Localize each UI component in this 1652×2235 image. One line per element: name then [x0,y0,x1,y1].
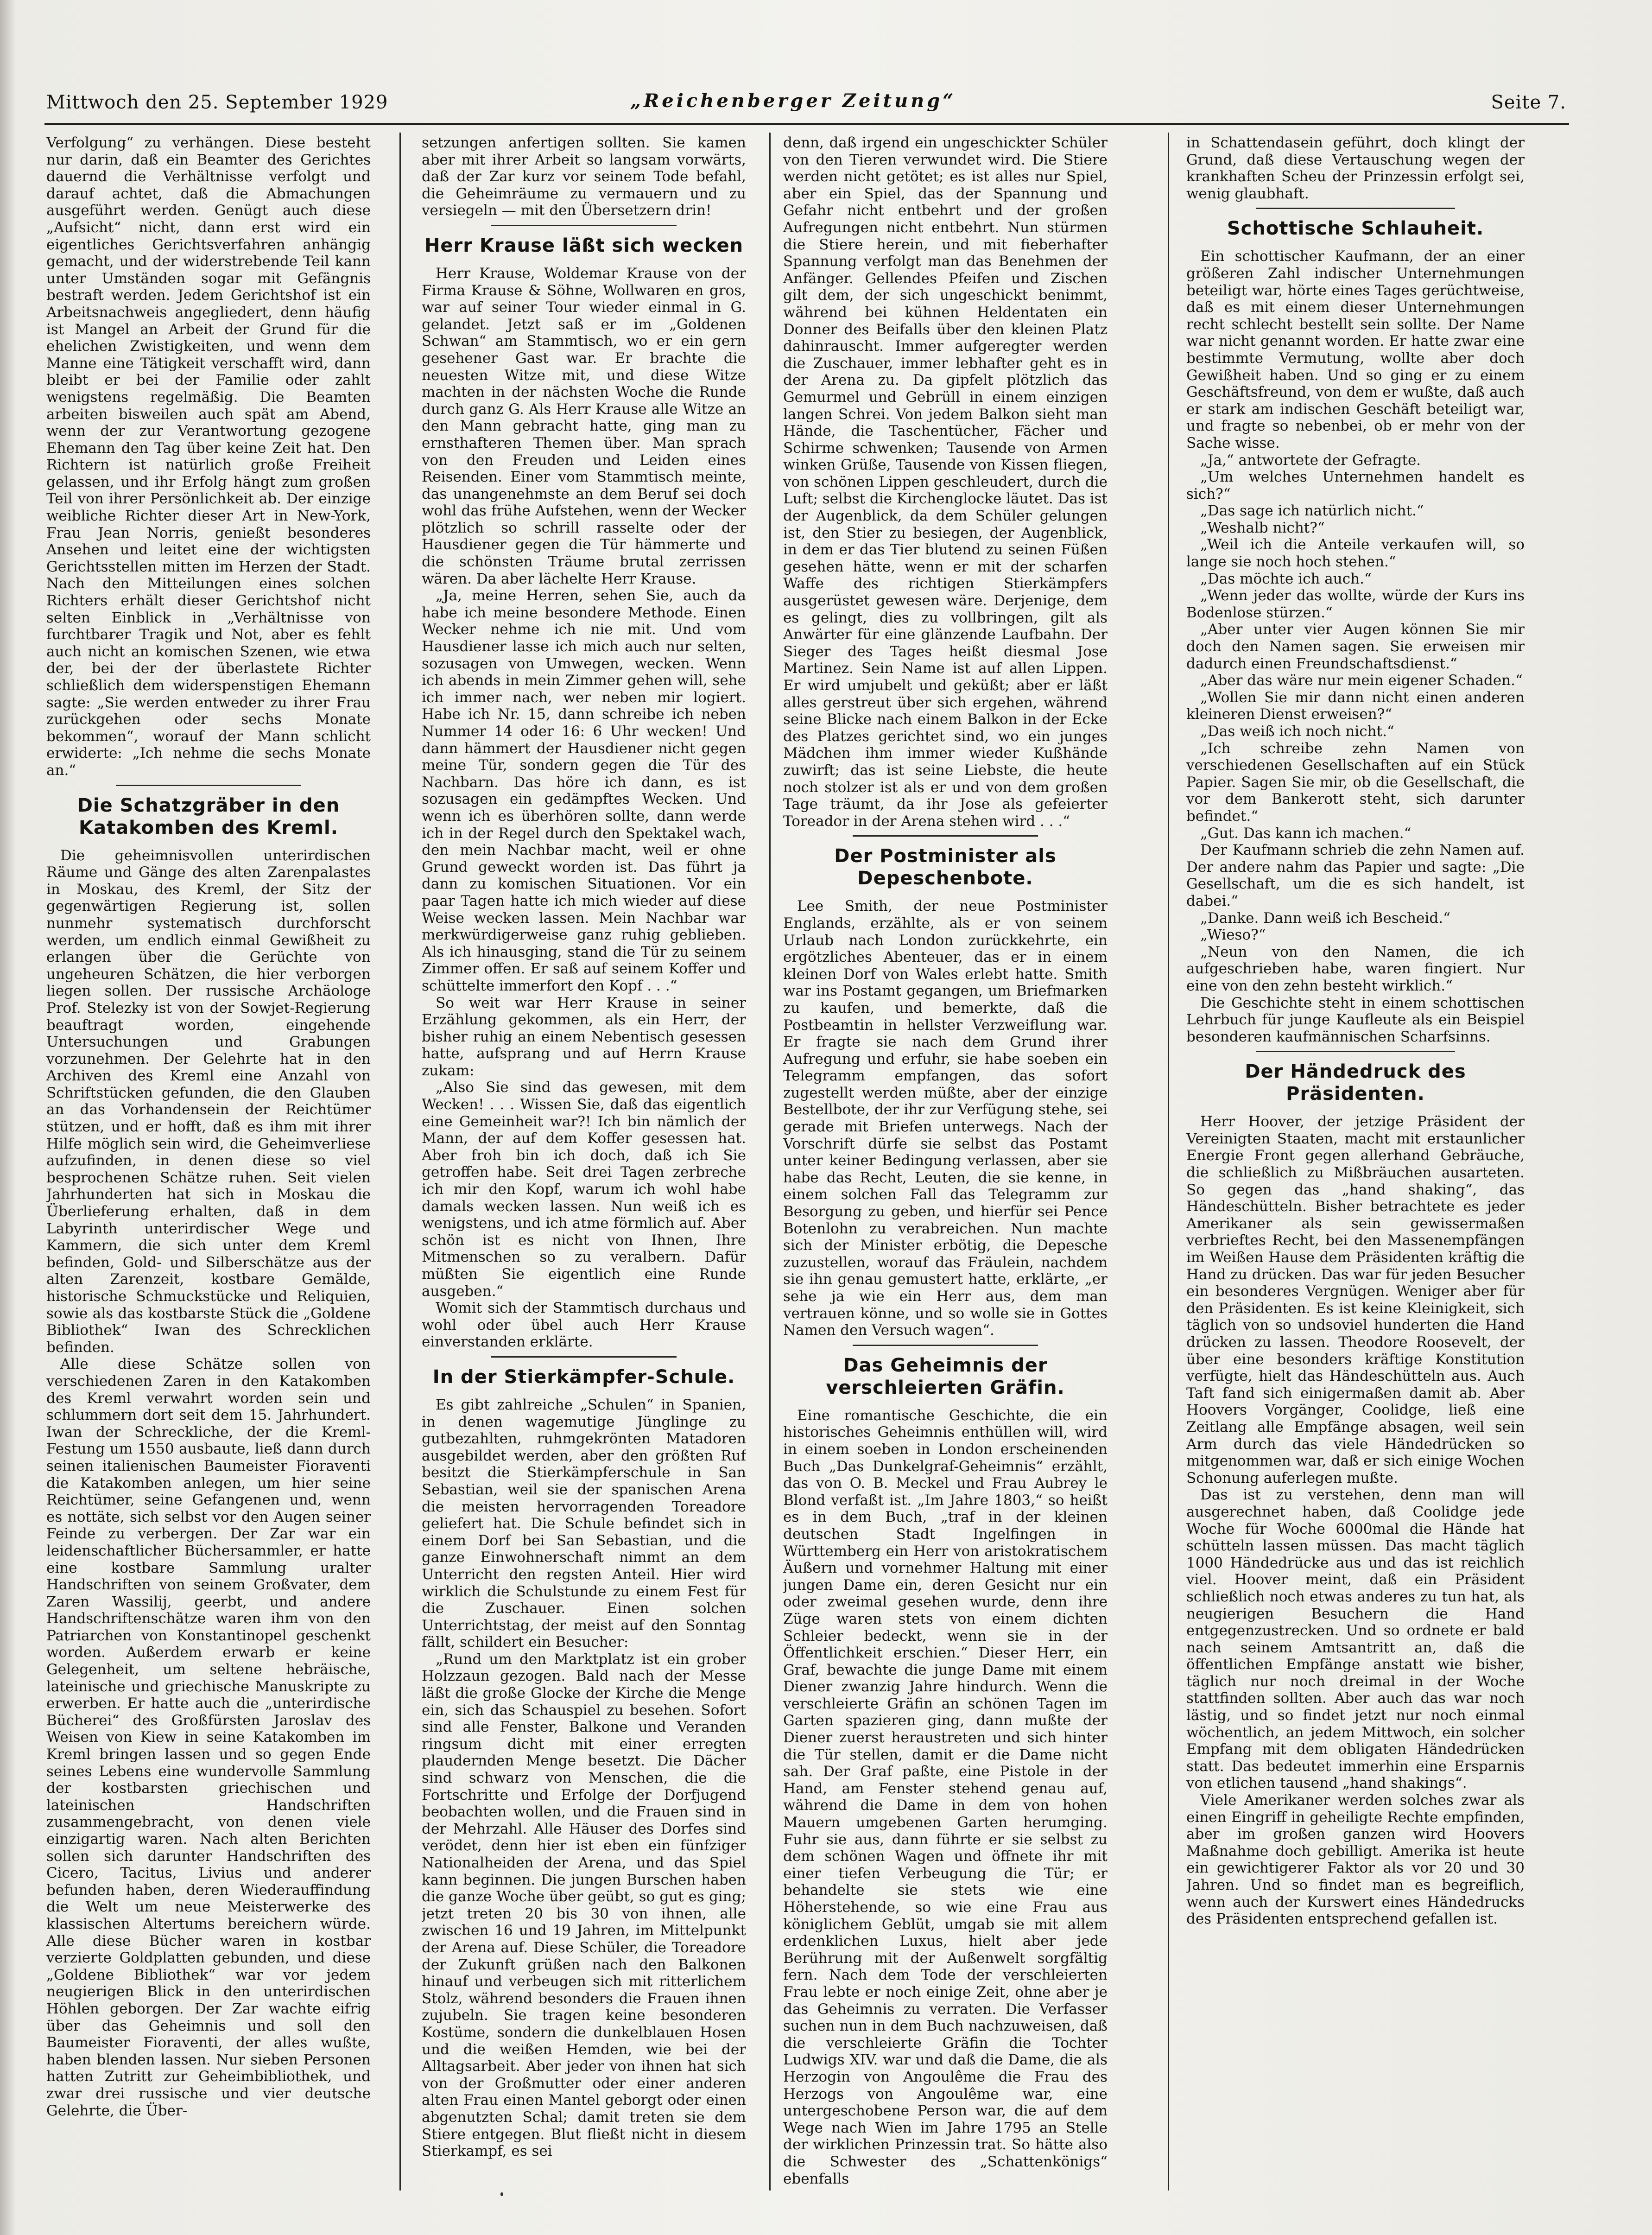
article-text: Die geheimnisvollen unterirdischen Räume und Gänge des alten Zarenpalastes in Moskau, des Kreml, der Sitz der gegenwärtigen Regierung ist, sollen nunmehr systematisch durchforscht werden, um endlich einmal Gewißheit zu erlangen über die Gerüchte von ungeheuren Schätzen, die hier verborgen liegen sollen. Der russische Archäologe Prof. Stelezky ist von der Sowjet-Regierung beauftragt worden, eingehende Untersuchungen und Grabungen vorzunehmen. Der Gelehrte hat in den Archiven des Kreml eine Anzahl von Schriftstücken gefunden, die den Glauben an das Vorhandensein der Reichtümer stützen, und er hofft, daß es ihm mit ihrer Hilfe möglich sein wird, die Geheimverliese aufzufinden, in denen diese so viel besprochenen Schätze ruhen. Seit vielen Jahrhunderten hat sich in Moskau die Überlieferung erhalten, daß in dem Labyrinth unterirdischer Wege und Kammern, die sich unter dem Kreml befinden, Gold- und Silberschätze aus der alten Zarenzeit, kostbare Gemälde, historische Schmuckstücke und Reliquien, sowie als das kostbarste Stück die „Goldene Bibliothek“ Iwan des Schrecklichen befinden. [46,847,371,1356]
article-headline-haendedruck: Der Händedruck des Präsidenten. [1245,1061,1466,1105]
dialogue-line: „Neun von den Namen, die ich aufgeschrieben habe, waren fingiert. Nur eine von den zehn besteht wirklich.“ [1186,943,1525,994]
article-divider [491,225,677,226]
dialogue-line: „Um welches Unternehmen handelt es sich?“ [1186,469,1525,502]
column-3 [783,134,1108,2188]
article-text: Das ist zu verstehen, denn man will ausgerechnet haben, daß Coolidge jede Woche für Woche 6000mal die Hände hat schütteln lassen müssen. Das macht täglich 1000 Händedrücke aus und das ist reichlich viel. Hoover meint, daß ein Präsident schließlich noch etwas anderes zu tun hat, als neugierigen Besuchern die Hand entgegenzustrecken. Und so ordnete er bald nach seinem Amtsantritt an, daß die öffentlichen Empfänge anstatt wie bisher, täglich nur noch dreimal in der Woche stattfinden sollten. Aber auch das war noch lästig, und so findet jetzt nur noch einmal wöchentlich, an jedem Mittwoch, ein solcher Empfang mit dem obligaten Händedrücken statt. Das bedeutet immerhin eine Ersparnis von etlichen tausend „hand shakings“. [1186,1486,1525,1792]
dialogue-line: „Aber das wäre nur mein eigener Schaden.“ [1200,672,1523,689]
issue-date: Mittwoch den 25. September 1929 [46,92,388,113]
article-text: in Schattendasein geführt, doch klingt der Grund, daß diese Vertauschung wegen der krankhaften Scheu der Prinzessin erfolgt sei, wenig glaubhaft. [1186,134,1525,202]
column-divider [769,133,771,2191]
scan-speck [500,2192,503,2196]
column-2 [422,134,746,2188]
article-text: Ein schottischer Kaufmann, der an einer größeren Zahl indischer Unternehmungen beteiligt war, hörte eines Tages gerüchtweise, daß es mit einem dieser Unternehmungen recht schlecht bestellt sein sollte. Der Name war nicht genannt worden. Er hatte zwar eine bestimmte Vermutung, wollte aber doch Gewißheit haben. Und so ging er zu einem Geschäftsfreund, von dem er wußte, daß auch er stark am indischen Geschäft beteiligt war, und fragte so nebenbei, ob er mehr von der Sache wisse. [1186,248,1525,451]
column-divider [399,133,401,2191]
article-text: Es gibt zahlreiche „Schulen“ in Spanien, in denen wagemutige Jünglinge zu gutbezahlten, ruhmgekrönten Matadoren ausgebildet werden, aber den größten Ruf besitzt die Stierkämpferschule in San Sebastian, weil sie der spanischen Arena die meisten hervorragenden Toreadore geliefert hat. Die Schule befindet sich in einem Dorf bei San Sebastian, und die ganze Einwohnerschaft nimmt an dem Unterricht den regsten Anteil. Hier wird wirklich die Schulstunde zu einem Fest für die Zuschauer. Einen solchen Unterrichtstag, der meist auf den Sonntag fällt, schildert ein Besucher: [422,1396,746,1651]
article-headline-postminister: Der Postminister als Depeschenbote. [834,845,1057,889]
page-number: Seite 7. [1491,92,1566,113]
article-divider [116,785,301,786]
article-text: Verfolgung“ zu verhängen. Diese besteht nur darin, daß ein Beamter des Gerichtes dauernd die Verhältnisse verfolgt und darauf achtet, daß die Abmachungen ausgeführt werden. Genügt auch diese „Aufsicht“ nicht, dann erst wird ein eigentliches Gerichtsverfahren anhängig gemacht, und der widerstrebende Teil kann unter Umständen sogar mit Gefängnis bestraft werden. Jedem Gerichtshof ist ein Arbeitsnachweis angegliedert, denn häufig ist Mangel an Arbeit der Grund für die ehelichen Zwistigkeiten, und wenn dem Manne eine Tätigkeit verschafft wird, dann bleibt er bei der Familie oder zahlt wenigstens regelmäßig. Die Beamten arbeiten bisweilen auch spät am Abend, wenn der zur Verantwortung gezogene Ehemann den Tag über keine Zeit hat. Den Richtern ist natürlich große Freiheit gelassen, und ihr Erfolg hängt zum großen Teil von ihrer Persönlichkeit ab. Der einzige weibliche Richter dieser Art in New-York, Frau Jean Norris, genießt besonderes Ansehen und leitet eine der wichtigsten Gerichtsstellen mitten im Herzen der Stadt. Nach den Mitteilungen eines solchen Richters erhält dieser Gerichtshof nicht selten Einblick in „Verhältnisse von furchtbarer Tragik und Not, aber es fehlt auch nicht an komischen Szenen, wie etwa der, bei der der überlastete Richter schließlich dem widerspenstigen Ehemann sagte: „Sie werden entweder zu ihrer Frau zurückgehen oder sechs Monate bekommen“, worauf der Mann schlicht erwiderte: „Ich nehme die sechs Monate an.“ [46,134,371,779]
article-divider [853,835,1038,837]
article-text: Viele Amerikaner werden solches zwar als einen Eingriff in geheiligte Rechte empfinden, aber im großen ganzen wird Hoovers Maßnahme doch gebilligt. Amerika ist heute ein gewichtigerer Faktor als vor 20 und 30 Jahren. Und so findet man es begreiflich, wenn auch der Kurswert eines Händedrucks des Präsidenten entsprechend gefallen ist. [1186,1792,1525,1928]
article-divider [1256,208,1455,209]
dialogue-line: „Wenn jeder das wollte, würde der Kurs ins Bodenlose stürzen.“ [1186,587,1525,621]
dialogue-line: „Das sage ich natürlich nicht.“ [1200,502,1424,520]
dialogue-line: „Danke. Dann weiß ich Bescheid.“ [1200,909,1450,927]
article-headline-stierkaempfer: In der Stierkämpfer-Schule. [432,1366,735,1388]
dialogue-line: „Weil ich die Anteile verkaufen will, so lange sie noch hoch stehen.“ [1186,536,1525,571]
article-text: Womit sich der Stammtisch durchaus und wohl oder übel auch Herr Krause einverstanden erklärte. [422,1300,746,1351]
dialogue-line: „Ich schreibe zehn Namen von verschiedenen Gesellschaften auf ein Stück Papier. Sagen Sie mir, ob die Gesellschaft, die vor dem Bankerott steht, sich darunter befindet.“ [1186,740,1525,825]
article-headline-graefin: Das Geheimnis der verschleierten Gräfin. [826,1354,1065,1398]
dialogue-line: „Aber unter vier Augen können Sie mir doch den Namen sagen. Sie erweisen mir dadurch einen Freundschaftsdienst.“ [1186,621,1525,672]
masthead: „Reichenberger Zeitung“ [630,90,956,112]
article-text: setzungen anfertigen sollten. Sie kamen aber mit ihrer Arbeit so langsam vorwärts, daß der Zar kurz vor seinem Tode befahl, die Geheimräume zu vermauern und zu versiegeln — mit den Übersetzern drin! [422,134,746,219]
article-text: So weit war Herr Krause in seiner Erzählung gekommen, als ein Herr, der bisher ruhig an einem Nebentisch gesessen hatte, aufsprang und auf Herrn Krause zukam: [422,994,746,1079]
article-text: Eine romantische Geschichte, die ein historisches Geheimnis enthüllen will, wird in einem soeben in London erscheinenden Buch „Das Dunkelgraf-Geheimnis“ erzählt, das von O. B. Meckel und Frau Aubrey le Blond verfaßt ist. „Im Jahre 1803,“ so heißt es in dem Buch, „traf in der kleinen deutschen Stadt Ingelfingen in Württemberg ein Herr von aristokratischem Äußern und vornehmer Haltung mit einer jungen Dame ein, deren Gesicht nur ein oder zweimal gesehen wurde, denn ihre Züge waren stets von einem dichten Schleier bedeckt, wenn sie in der Öffentlichkeit erschien.“ Dieser Herr, ein Graf, bewachte die junge Dame mit einem Diener zwanzig Jahre hindurch. Wenn die verschleierte Gräfin an schönen Tagen im Garten spazieren ging, dann mußte der Diener zuerst heraustreten und sich hinter die Tür stellen, damit er die Dame nicht sah. Der Graf paßte, eine Pistole in der Hand, am Fenster stehend genau auf, während die Dame in dem von hohen Mauern umgebenen Garten herumging. Fuhr sie aus, dann führte er sie selbst zu dem schönen Wagen und öffnete ihr mit einer tiefen Verbeugung die Tür; er behandelte sie stets wie eine Höherstehende, so wie eine Frau aus königlichem Geblüt, umgab sie mit allem erdenklichen Luxus, hielt aber jede Berührung mit der Außenwelt sorgfältig fern. Nach dem Tode der verschleierten Frau lebte er noch einige Zeit, ohne aber je das Geheimnis zu verraten. Die Verfasser suchen nun in dem Buch nachzuweisen, daß die verschleierte Gräfin die Tochter Ludwigs XIV. war und daß die Dame, die als Herzogin von Angoulême die Frau des Herzogs von Angoulême war, eine untergeschobene Person war, die auf dem Wege nach Wien im Jahre 1795 an Stelle der wirklichen Prinzessin trat. So hätte also die Schwester des „Schattenkönigs“ ebenfalls [783,1407,1108,2187]
dialogue-line: „Wollen Sie mir dann nicht einen anderen kleineren Dienst erweisen?“ [1186,689,1525,723]
dialogue-line: „Wieso?“ [1200,927,1266,944]
dialogue-line: „Das weiß ich noch nicht.“ [1200,723,1394,740]
article-headline-krause: Herr Krause läßt sich wecken [424,235,744,256]
column-divider [1168,133,1169,2191]
page-header [46,87,1566,120]
dialogue-line: „Gut. Das kann ich machen.“ [1200,825,1411,842]
dialogue-line: „Ja,“ antwortete der Gefragte. [1200,451,1421,469]
column-1 [46,134,371,2188]
article-text: Alle diese Schätze sollen von verschiedenen Zaren in den Katakomben des Kreml verwahrt worden sein und schlummern dort seit dem 15. Jahrhundert. Iwan der Schreckliche, der die Kreml-Festung um 1550 ausbaute, ließ dann durch seinen italienischen Baumeister Fioraventi die Katakomben anlegen, um hier seine Reichtümer, seine Gefangenen und, wenn es nottäte, sich selbst vor den Augen seiner Feinde zu verbergen. Der Zar war ein leidenschaftlicher Büchersammler, er hatte eine kostbare Sammlung uralter Handschriften von seinem Großvater, dem Zaren Wassilij, geerbt, und andere Handschriftenschätze waren ihm von den Patriarchen von Konstantinopel geschenkt worden. Außerdem erwarb er keine Gelegenheit, um seltene hebräische, lateinische und griechische Manuskripte zu erwerben. Er hatte auch die „unterirdische Bücherei“ des Großfürsten Jaroslav des Weisen von Kiew in seine Katakomben im Kreml bringen lassen und so gegen Ende seines Lebens eine wundervolle Sammlung der kostbarsten griechischen und lateinischen Handschriften zusammengebracht, von denen viele einzigartig waren. Nach alten Berichten sollen sich darunter Handschriften des Cicero, Tacitus, Livius und anderer befunden haben, deren Wiederauffindung die Welt um neue Meisterwerke des klassischen Altertums bereichern würde. Alle diese Bücher waren in kostbar verzierte Goldplatten gebunden, und diese „Goldene Bibliothek“ war vor jedem neugierigen Blick in den unterirdischen Höhlen geborgen. Der Zar wachte eifrig über das Geheimnis und soll den Baumeister Fioraventi, der alles wußte, haben blenden lassen. Nur sieben Personen hatten Zutritt zur Geheimbibliothek, und zwar drei russische und vier deutsche Gelehrte, die Über- [46,1356,371,2119]
article-headline-kreml: Die Schatzgräber in den Katakomben des Kreml. [77,794,340,838]
article-text: „Ja, meine Herren, sehen Sie, auch da habe ich meine besondere Methode. Einen Wecker nehme ich nie mit. Und vom Hausdiener lasse ich mich auch nur selten, sozusagen von Umwegen, wecken. Wenn ich abends in mein Zimmer gehen will, sehe ich immer nach, wer neben mir logiert. Habe ich Nr. 15, dann schreibe ich neben Nummer 14 oder 16: 6 Uhr wecken! Und dann hämmert der Hausdiener nicht gegen meine Tür, sondern gegen die Tür des Nachbarn. Das höre ich dann, es ist sozusagen ein gedämpftes Wecken. Und wenn ich es überhören sollte, dann werde ich in der Regel durch den Spektakel wach, den mein Nachbar macht, weil er ohne Grund geweckt worden ist. Das führt ja dann zu komischen Situationen. Vor ein paar Tagen hatte ich mich wieder auf diese Weise wecken lassen. Mein Nachbar war merkwürdigerweise ganz ruhig geblieben. Als ich hinausging, stand die Tür zu seinem Zimmer offen. Er saß auf seinem Koffer und schüttelte immerfort den Kopf . . .“ [422,587,746,994]
dialogue-line: Der Kaufmann schrieb die zehn Namen auf. Der andere nahm das Papier und sagte: „Die Gesellschaft, um die es sich handelt, ist dabei.“ [1186,842,1525,909]
article-text: Herr Krause, Woldemar Krause von der Firma Krause & Söhne, Wollwaren en gros, war auf seiner Tour wieder einmal in G. gelandet. Jetzt saß er im „Goldenen Schwan“ am Stammtisch, wo er ein gern gesehener Gast war. Er brachte die neuesten Witze mit, und diese Witze machten in der nächsten Woche die Runde durch ganz G. Als Herr Krause alle Witze an den Mann gebracht hatte, ging man zu ernsthafteren Themen über. Man sprach von den Freuden und Leiden eines Reisenden. Einer vom Stammtisch meinte, das unangenehmste an dem Beruf sei doch wohl das frühe Aufstehen, wenn der Wecker plötzlich so schrill rasselte oder der Hausdiener gegen die Tür hämmerte und die schönsten Träume brutal zerrissen wären. Da aber lächelte Herr Krause. [422,265,746,587]
header-rule [44,123,1569,125]
article-text: Die Geschichte steht in einem schottischen Lehrbuch für junge Kaufleute als ein Beispiel besonderen kaufmännischen Scharfsinns. [1186,994,1525,1045]
article-divider [853,1345,1038,1346]
column-4 [1186,134,1525,2188]
article-headline-schlauheit: Schottische Schlauheit. [1227,218,1484,240]
article-divider [491,1356,677,1358]
dialogue-line: „Weshalb nicht?“ [1200,519,1325,536]
article-text: Lee Smith, der neue Postminister Englands, erzählte, als er von seinem Urlaub nach London zurückkehrte, ein ergötzliches Abenteuer, das er in einem kleinen Dorf von Wales erlebt hatte. Smith war ins Postamt gegangen, um Briefmarken zu kaufen, und bemerkte, daß die Postbeamtin in hellster Verzweiflung war. Er fragte sie nach dem Grund ihrer Aufregung und erfuhr, sie habe soeben ein Telegramm empfangen, das sofort zugestellt werden müßte, aber der einzige Bestellbote, der ihr zur Verfügung stehe, sei gerade mit Briefen unterwegs. Nach der Vorschrift dürfe sie selbst das Postamt unter keiner Bedingung verlassen, aber sie habe das Recht, Leuten, die sie kenne, in einem solchen Fall das Telegramm zur Besorgung zu geben, und hierfür sei Pence Botenlohn zu verabreichen. Nun machte sich der Minister erbötig, die Depesche zuzustellen, worauf das Fräulein, nachdem sie ihn genau gemustert hatte, erklärte, „er sehe ja wie ein Herr aus, dem man vertrauen könne, und so wolle sie in Gottes Namen den Versuch wagen“. [783,898,1108,1339]
dialogue-line: „Das möchte ich auch.“ [1200,570,1372,587]
article-divider [1256,1051,1455,1052]
article-text: „Also Sie sind das gewesen, mit dem Wecken! . . . Wissen Sie, daß das eigentlich eine Gemeinheit war?! Ich bin nämlich der Mann, der auf dem Koffer gesessen hat. Aber froh bin ich doch, daß ich Sie getroffen habe. Seit drei Tagen zerbreche ich mir den Kopf, warum ich wohl habe damals wecken lassen. Nun weiß ich es wenigstens, und ich atme förmlich auf. Aber schön ist es nicht von Ihnen, Ihre Mitmenschen so zu veralbern. Dafür müßten Sie eigentlich eine Runde ausgeben.“ [422,1079,746,1300]
article-text: „Rund um den Marktplatz ist ein grober Holzzaun gezogen. Bald nach der Messe läßt die große Glocke der Kirche die Menge ein, sich das Schauspiel zu besehen. Sofort sind alle Fenster, Balkone und Veranden ringsum dicht mit einer erregten plaudernden Menge besetzt. Die Dächer sind schwarz von Menschen, die die Fortschritte und Erfolge der Dorfjugend beobachten wollen, und die Frauen sind in der Mehrzahl. Alle Häuser des Dorfes sind verödet, denn hier ist eben ein fünfziger Nationalheiden der Arena, und das Spiel kann beginnen. Die jungen Burschen haben die ganze Woche über geübt, so gut es ging; jetzt treten 20 bis 30 von ihnen, alle zwischen 16 und 19 Jahren, im Mittelpunkt der Arena auf. Diese Schüler, die Toreadore der Zukunft grüßen nach den Balkonen hinauf und verbeugen sich mit ritterlichem Stolz, während besonders die Frauen ihnen zujubeln. Sie tragen keine besonderen Kostüme, sondern die dunkelblauen Hosen und die weißen Hemden, wie bei der Alltagsarbeit. Aber jeder von ihnen hat sich von der Großmutter oder einer anderen alten Frau einen Mantel geborgt oder einen abgenutzten Schal; damit treten sie dem Stiere entgegen. Blut fließt nicht in diesem Stierkampf, es sei [422,1651,746,2160]
article-text: Herr Hoover, der jetzige Präsident der Vereinigten Staaten, macht mit erstaunlicher Energie Front gegen allerhand Gebräuche, die schließlich zu Mißbräuchen ausarteten. So gegen das „hand shaking“, das Händeschütteln. Bisher betrachtete es jeder Amerikaner als sein gewissermaßen verbrieftes Recht, bei den Massenempfängen im Weißen Hause dem Präsidenten kräftig die Hand zu drücken. Das war für jeden Besucher ein besonderes Vergnügen. Weniger aber für den Präsidenten. Es ist keine Kleinigkeit, sich täglich von so undsoviel hunderten die Hand drücken zu lassen. Theodore Roosevelt, der über eine besonders kräftige Konstitution verfügte, hielt das Händeschütteln aus. Auch Taft fand sich einigermaßen damit ab. Aber Hoovers Vorgänger, Coolidge, ließ eine Zeitlang alle Empfänge absagen, weil sein Arm durch das viele Händedrücken so mitgenommen war, daß er sich einige Wochen Schonung auferlegen mußte. [1186,1113,1525,1486]
article-text: denn, daß irgend ein ungeschickter Schüler von den Tieren verwundet wird. Die Stiere werden nicht getötet; es ist alles nur Spiel, aber ein Spiel, das der Spannung und Gefahr nicht entbehrt und der großen Aufregungen nicht entbehrt. Nun stürmen die Stiere herein, und mit fieberhafter Spannung verfolgt man das Benehmen der Anfänger. Gellendes Pfeifen und Zischen gilt dem, der sich ungeschickt benimmt, während bei kühnen Heldentaten ein Donner des Beifalls über den kleinen Platz dahinrauscht. Immer aufgeregter werden die Zuschauer, immer lebhafter geht es in der Arena zu. Da gipfelt plötzlich das Gemurmel und Gebrüll in einem einzigen langen Schrei. Von jedem Balkon sieht man Hände, die Taschentücher, Fächer und Schirme schwenken; Tausende von Armen winken Grüße, Tausende von Kissen fliegen, von schönen Lippen geschleudert, durch die Luft; selbst die Kirchenglocke läutet. Das ist der Augenblick, da dem Schüler gelungen ist, den Stier zu besiegen, der Augenblick, in dem er das Tier blutend zu seinen Füßen gesehen hätte, wenn er mit der scharfen Waffe des richtigen Stierkämpfers ausgerüstet gewesen wäre. Derjenige, dem es gelingt, dies zu vollbringen, gilt als Anwärter für eine glänzende Laufbahn. Der Sieger des Tages heißt diesmal Jose Martinez. Sein Name ist auf allen Lippen. Er wird umjubelt und geküßt; aber er läßt alles gerstreut über sich ergehen, während seine Blicke nach einem Balkon in der Ecke des Platzes gerichtet sind, wo ein junges Mädchen ihm immer wieder Kußhände zuwirft; das ist seine Liebste, die heute noch stolzer ist als er und von dem großen Tage träumt, da ihr Jose als gefeierter Toreador in der Arena stehen wird . . .“ [783,134,1108,830]
